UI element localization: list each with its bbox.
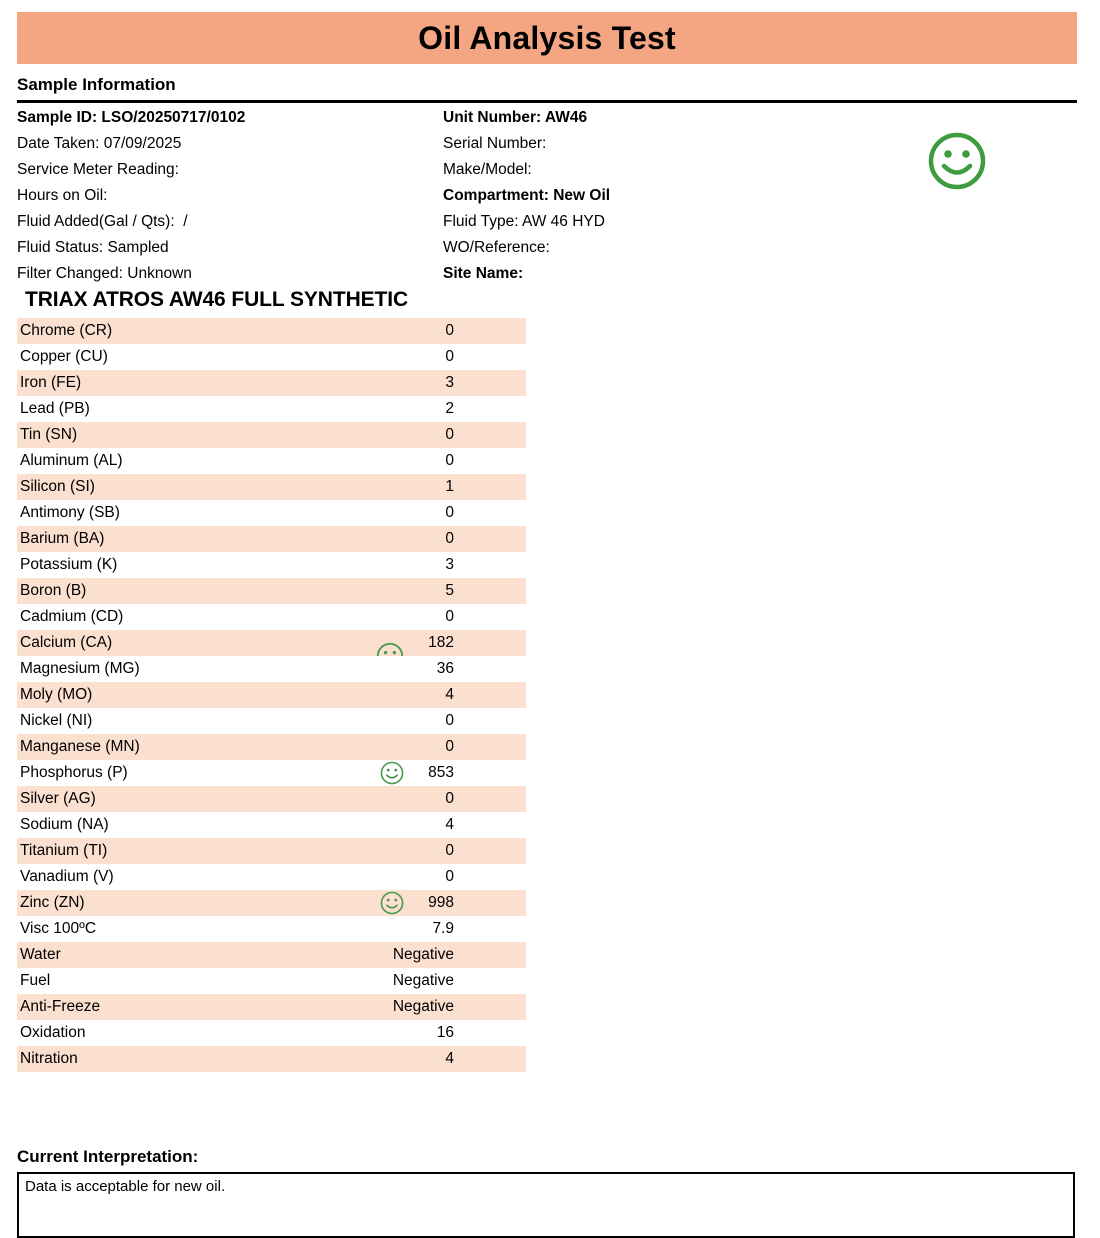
result-value: 4	[445, 686, 454, 703]
sample-info-left-line: Sample ID: LSO/20250717/0102	[17, 109, 246, 126]
table-row	[17, 890, 526, 916]
product-name-title: TRIAX ATROS AW46 FULL SYNTHETIC	[25, 288, 409, 311]
result-value: 4	[445, 816, 454, 833]
table-row	[17, 604, 526, 630]
table-row	[17, 734, 526, 760]
result-value: 0	[445, 504, 454, 521]
result-label: Anti-Freeze	[20, 998, 101, 1015]
result-value: 5	[445, 582, 454, 599]
result-label: Cadmium (CD)	[20, 608, 124, 625]
result-value: 0	[445, 712, 454, 729]
sample-info-right-column	[443, 105, 863, 287]
result-status-smiley-face-icon	[379, 760, 405, 786]
result-value: 36	[436, 660, 454, 677]
result-value: 0	[445, 348, 454, 365]
result-label: Visc 100ºC	[20, 920, 97, 937]
table-row	[17, 578, 526, 604]
sample-info-left-line: Fluid Added(Gal / Qts): /	[17, 213, 188, 230]
result-label: Silver (AG)	[20, 790, 96, 807]
result-value: 16	[436, 1024, 454, 1041]
current-interpretation-heading: Current Interpretation:	[17, 1147, 199, 1166]
table-row	[17, 994, 526, 1020]
result-value: 0	[445, 426, 454, 443]
result-value: Negative	[392, 998, 454, 1015]
result-value: 853	[428, 764, 454, 781]
table-row	[17, 786, 526, 812]
table-row	[17, 1046, 526, 1072]
result-value: 0	[445, 842, 454, 859]
result-label: Zinc (ZN)	[20, 894, 85, 911]
table-row	[17, 370, 526, 396]
result-label: Sodium (NA)	[20, 816, 109, 833]
sample-info-right-line: Site Name:	[443, 265, 524, 282]
table-row	[17, 682, 526, 708]
table-row	[17, 656, 526, 682]
overall-status-smiley-face-icon	[926, 130, 988, 192]
sample-info-left-line: Service Meter Reading:	[17, 161, 179, 178]
result-value: 2	[445, 400, 454, 417]
table-row	[17, 422, 526, 448]
table-row	[17, 396, 526, 422]
sample-info-right-line: Compartment: New Oil	[443, 187, 611, 204]
result-label: Antimony (SB)	[20, 504, 120, 521]
page-title: Oil Analysis Test	[418, 20, 676, 56]
result-label: Barium (BA)	[20, 530, 105, 547]
result-value: 0	[445, 322, 454, 339]
result-label: Nitration	[20, 1050, 78, 1067]
result-value: 1	[445, 478, 454, 495]
sample-info-right-line: WO/Reference:	[443, 239, 550, 256]
oil-analysis-results-table	[17, 318, 526, 1072]
result-label: Fuel	[20, 972, 51, 989]
result-label: Boron (B)	[20, 582, 87, 599]
result-label: Calcium (CA)	[20, 634, 113, 651]
sample-information-heading: Sample Information	[17, 75, 176, 94]
table-row	[17, 552, 526, 578]
table-row	[17, 838, 526, 864]
table-row	[17, 526, 526, 552]
result-label: Potassium (K)	[20, 556, 118, 573]
current-interpretation-box	[17, 1172, 1075, 1238]
table-row	[17, 1020, 526, 1046]
result-status-smiley-face-icon	[379, 890, 405, 916]
result-label: Nickel (NI)	[20, 712, 93, 729]
sample-info-left-column	[17, 105, 437, 287]
sample-info-right-line: Unit Number: AW46	[443, 109, 588, 126]
result-value: 3	[445, 374, 454, 391]
result-label: Moly (MO)	[20, 686, 93, 703]
result-value: 182	[428, 634, 454, 651]
result-value: 7.9	[432, 920, 454, 937]
table-row	[17, 344, 526, 370]
result-value: 0	[445, 790, 454, 807]
result-label: Phosphorus (P)	[20, 764, 128, 781]
table-row	[17, 864, 526, 890]
result-value: 4	[445, 1050, 454, 1067]
result-value: 0	[445, 452, 454, 469]
result-label: Titanium (TI)	[20, 842, 108, 859]
table-row	[17, 500, 526, 526]
result-label: Tin (SN)	[20, 426, 78, 443]
sample-info-left-line: Fluid Status: Sampled	[17, 239, 169, 256]
result-label: Water	[20, 946, 61, 963]
table-row	[17, 708, 526, 734]
result-label: Lead (PB)	[20, 400, 90, 417]
sample-info-left-line: Hours on Oil:	[17, 187, 108, 204]
sample-info-left-line: Date Taken: 07/09/2025	[17, 135, 182, 152]
sample-info-right-line: Make/Model:	[443, 161, 532, 178]
result-label: Silicon (SI)	[20, 478, 95, 495]
sample-info-right-line: Fluid Type: AW 46 HYD	[443, 213, 605, 230]
section-divider	[17, 100, 1077, 103]
page-title-banner	[17, 12, 1077, 64]
result-value: 0	[445, 608, 454, 625]
table-row	[17, 812, 526, 838]
sample-info-right-line: Serial Number:	[443, 135, 547, 152]
table-row	[17, 916, 526, 942]
table-row	[17, 630, 526, 656]
current-interpretation-text: Data is acceptable for new oil.	[25, 1178, 226, 1195]
table-row	[17, 448, 526, 474]
table-row	[17, 760, 526, 786]
table-row	[17, 942, 526, 968]
result-label: Iron (FE)	[20, 374, 82, 391]
result-value: 0	[445, 868, 454, 885]
result-value: Negative	[392, 972, 454, 989]
result-value: Negative	[392, 946, 454, 963]
result-value: 998	[428, 894, 454, 911]
table-row	[17, 318, 526, 344]
result-label: Copper (CU)	[20, 348, 108, 365]
result-label: Chrome (CR)	[20, 322, 113, 339]
result-label: Magnesium (MG)	[20, 660, 140, 677]
result-value: 3	[445, 556, 454, 573]
table-row	[17, 968, 526, 994]
result-label: Manganese (MN)	[20, 738, 140, 755]
result-label: Vanadium (V)	[20, 868, 114, 885]
sample-info-left-line: Filter Changed: Unknown	[17, 265, 192, 282]
result-label: Aluminum (AL)	[20, 452, 123, 469]
result-label: Oxidation	[20, 1024, 86, 1041]
result-value: 0	[445, 530, 454, 547]
table-row	[17, 474, 526, 500]
result-value: 0	[445, 738, 454, 755]
